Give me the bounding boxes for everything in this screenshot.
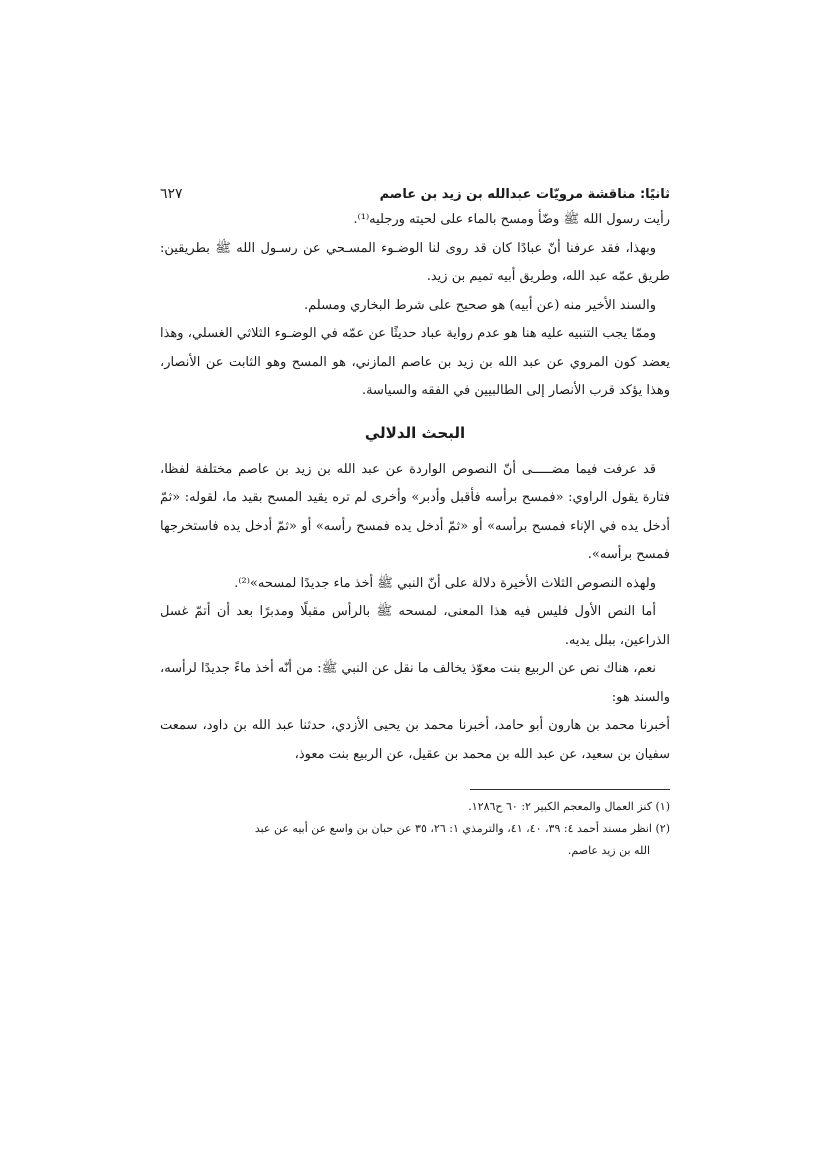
paragraph: وبهذا، فقد عرفنا أنّ عبادًا كان قد روى لنا الوضـوء المسـحي عن رسـول الله ﷺ بطريقين: طريق عمّه عبد الله، وطريق أبيه تميم بن زيد. [160, 240, 670, 284]
paragraph: والسند الأخير منه (عن أبيه) هو صحيح على شرط البخاري ومسلم. [304, 297, 656, 313]
footnote-1: (١) كنز العمال والمعجم الكبير ٢: ٦٠ ح١٢٨٦. [468, 800, 670, 813]
running-header-title: ثانيًا: مناقشة مرويّات عبدالله بن زيد بن عاصم [379, 187, 670, 202]
document-page [160, 182, 670, 862]
section-heading: البحث الدلالي [364, 423, 466, 442]
page-number: ٦٢٧ [160, 186, 183, 202]
paragraph: أما النص الأول فليس فيه هذا المعنى، لمسحه ﷺ بالرأس مقبلًا ومدبرًا بعد أن أتمّ غسل الذراعين، ببلل يديه. [160, 604, 670, 648]
footnotes [160, 796, 670, 862]
paragraph: نعم، هناك نص عن الربيع بنت معوّذ يخالف ما نقل عن النبي ﷺ: من أنّه أخذ ماءً جديدًا لرأسه، والسند هو: [160, 661, 670, 705]
paragraph: ولهذه النصوص الثلاث الأخيرة دلالة على أنّ النبي ﷺ أخذ ماء جديدًا لمسحه»⁽²⁾. [234, 575, 656, 591]
paragraph: قد عرفت فيما مضـــــى أنّ النصوص الواردة عن عبد الله بن زيد بن عاصم مختلفة لفظا، فتارة يقول الراوي: «فمسح برأسه فأقبل وأدبر» وأخرى لم تره يقيد المسح بقيد ما، لقوله: «ثمّ أدخل يده في الإناء فمسح برأسه» أو «ثمّ أدخل يده فمسح رأسه» أو «ثمّ أدخل يده فاستخرجها فمسح برأسه». [160, 461, 670, 562]
footnote-2: (٢) انظر مسند أحمد ٤: ٣٩، ٤٠، ٤١، والترمذي ١: ٢٦، ٣٥ عن حبان بن واسع عن أبيه عن عبد [254, 822, 670, 835]
paragraph-unindented: أخبرنا محمد بن هارون أبو حامد، أخبرنا محمد بن يحيى الأزدي، حدثنا عبد الله بن داود، سمعت سفيان بن سعيد، عن عبد الله بن محمد بن عقيل، عن الربيع بنت معوذ، [160, 718, 670, 762]
footnote-2-continuation: الله بن زيد عاصم. [567, 844, 650, 857]
footnote-separator [470, 789, 670, 790]
paragraph: رأيت رسول الله ﷺ وضّأ ومسح بالماء على لحيته ورجليه⁽¹⁾. [353, 212, 670, 227]
running-header [160, 182, 670, 206]
paragraph: وممّا يجب التنبيه عليه هنا هو عدم رواية عباد حديثًا عن عمّه في الوضـوء الثلاثي الغسلي، وهذا يعضد كون المروي عن عبد الله بن زيد بن عاصم المازني، هو المسح وهو الثابت عن الأنصار، وهذا يؤكد قرب الأنصار إلى الطالبيين في الفقه والسياسة. [160, 326, 670, 398]
